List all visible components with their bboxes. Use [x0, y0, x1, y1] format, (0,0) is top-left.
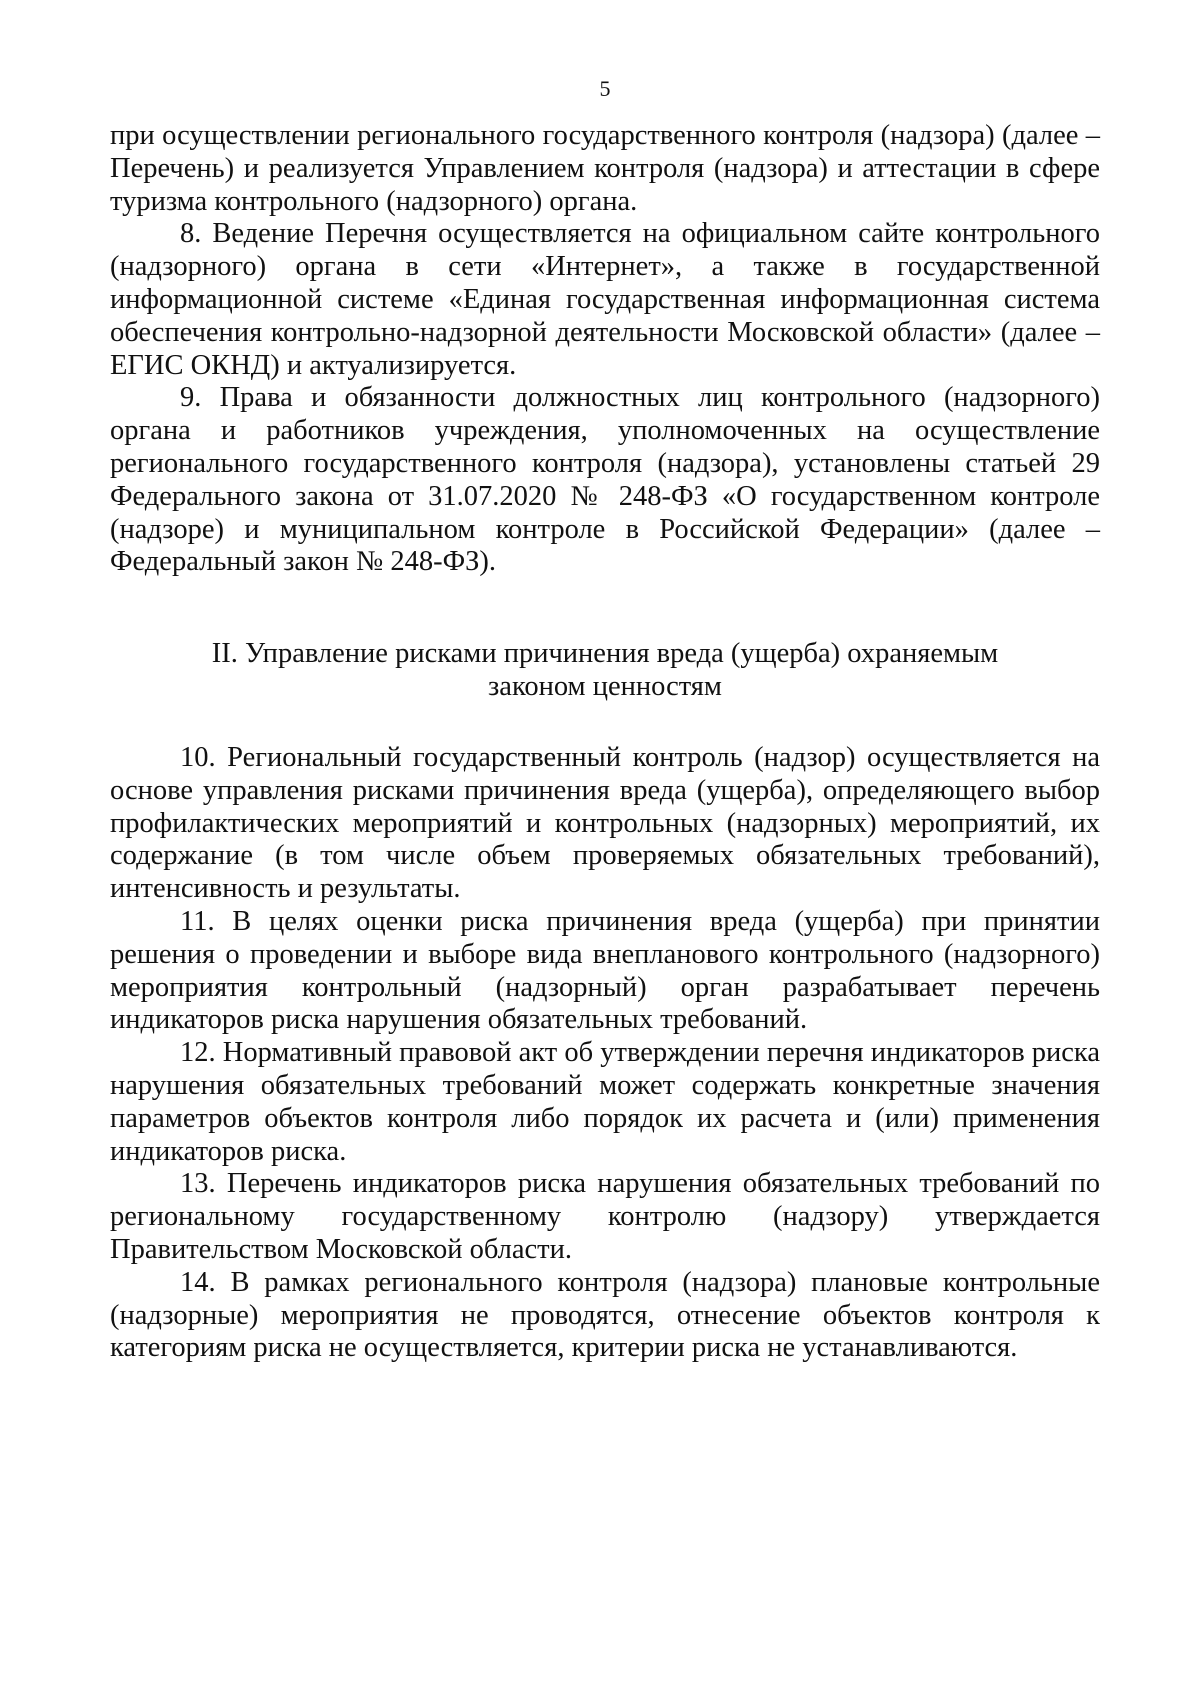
paragraph-11: 11. В целях оценки риска причинения вреда (ущерба) при принятии решения о проведении и выборе вида внепланового контрольного (надзорного) мероприятия контрольный (надзорный) орган разрабатывает перечень индикаторов риска нарушения обязательных требований. — [110, 905, 1100, 1036]
section-heading — [110, 638, 1100, 704]
section-heading-line-2: законом ценностям — [488, 670, 722, 702]
paragraph-10: 10. Региональный государственный контроль (надзор) осуществляется на основе управления рисками причинения вреда (ущерба), определяющего выбор профилактических мероприятий и контрольных (надзорных) мероприятий, их содержание (в том числе объем проверяемых обязательных требований), интенсивность и результаты. — [110, 742, 1100, 905]
paragraph-14: 14. В рамках регионального контроля (надзора) плановые контрольные (надзорные) мероприятия не проводятся, отнесение объектов контроля к категориям риска не осуществляется, критерии риска не устанавливаются. — [110, 1266, 1100, 1364]
paragraph-9: 9. Права и обязанности должностных лиц контрольного (надзорного) органа и работников учреждения, уполномоченных на осуществление регионального государственного контроля (надзора), установлены статьей 29 Федерального закона от 31.07.2020 № 248-ФЗ «О государственном контроле (надзоре) и муниципальном контроле в Российской Федерации» (далее – Федеральный закон № 248-ФЗ). — [110, 382, 1100, 578]
intro-fragment: при осуществлении регионального государственного контроля (надзора) (далее – Перечень) и реализуется Управлением контроля (надзора) и аттестации в сфере туризма контрольного (надзорного) органа. — [110, 120, 1100, 217]
lower-text-block — [110, 742, 1100, 1365]
paragraph-12: 12. Нормативный правовой акт об утверждении перечня индикаторов риска нарушения обязательных требований может содержать конкретные значения параметров объектов контроля либо порядок их расчета и (или) применения индикаторов риска. — [110, 1037, 1100, 1167]
page-number: 5 — [599, 76, 611, 101]
paragraph-8: 8. Ведение Перечня осуществляется на официальном сайте контрольного (надзорного) органа в сети «Интернет», а также в государственной информационной системе «Единая государственная информационная система обеспечения контрольно-надзорной деятельности Московской области» (далее – ЕГИС ОКНД) и актуализируется. — [110, 218, 1100, 381]
upper-text-block — [110, 120, 1100, 579]
paragraph-13: 13. Перечень индикаторов риска нарушения обязательных требований по региональному государственному контролю (надзору) утверждается Правительством Московской области. — [110, 1168, 1100, 1265]
section-heading-line-1: II. Управление рисками причинения вреда (ущерба) охраняемым — [211, 638, 999, 669]
